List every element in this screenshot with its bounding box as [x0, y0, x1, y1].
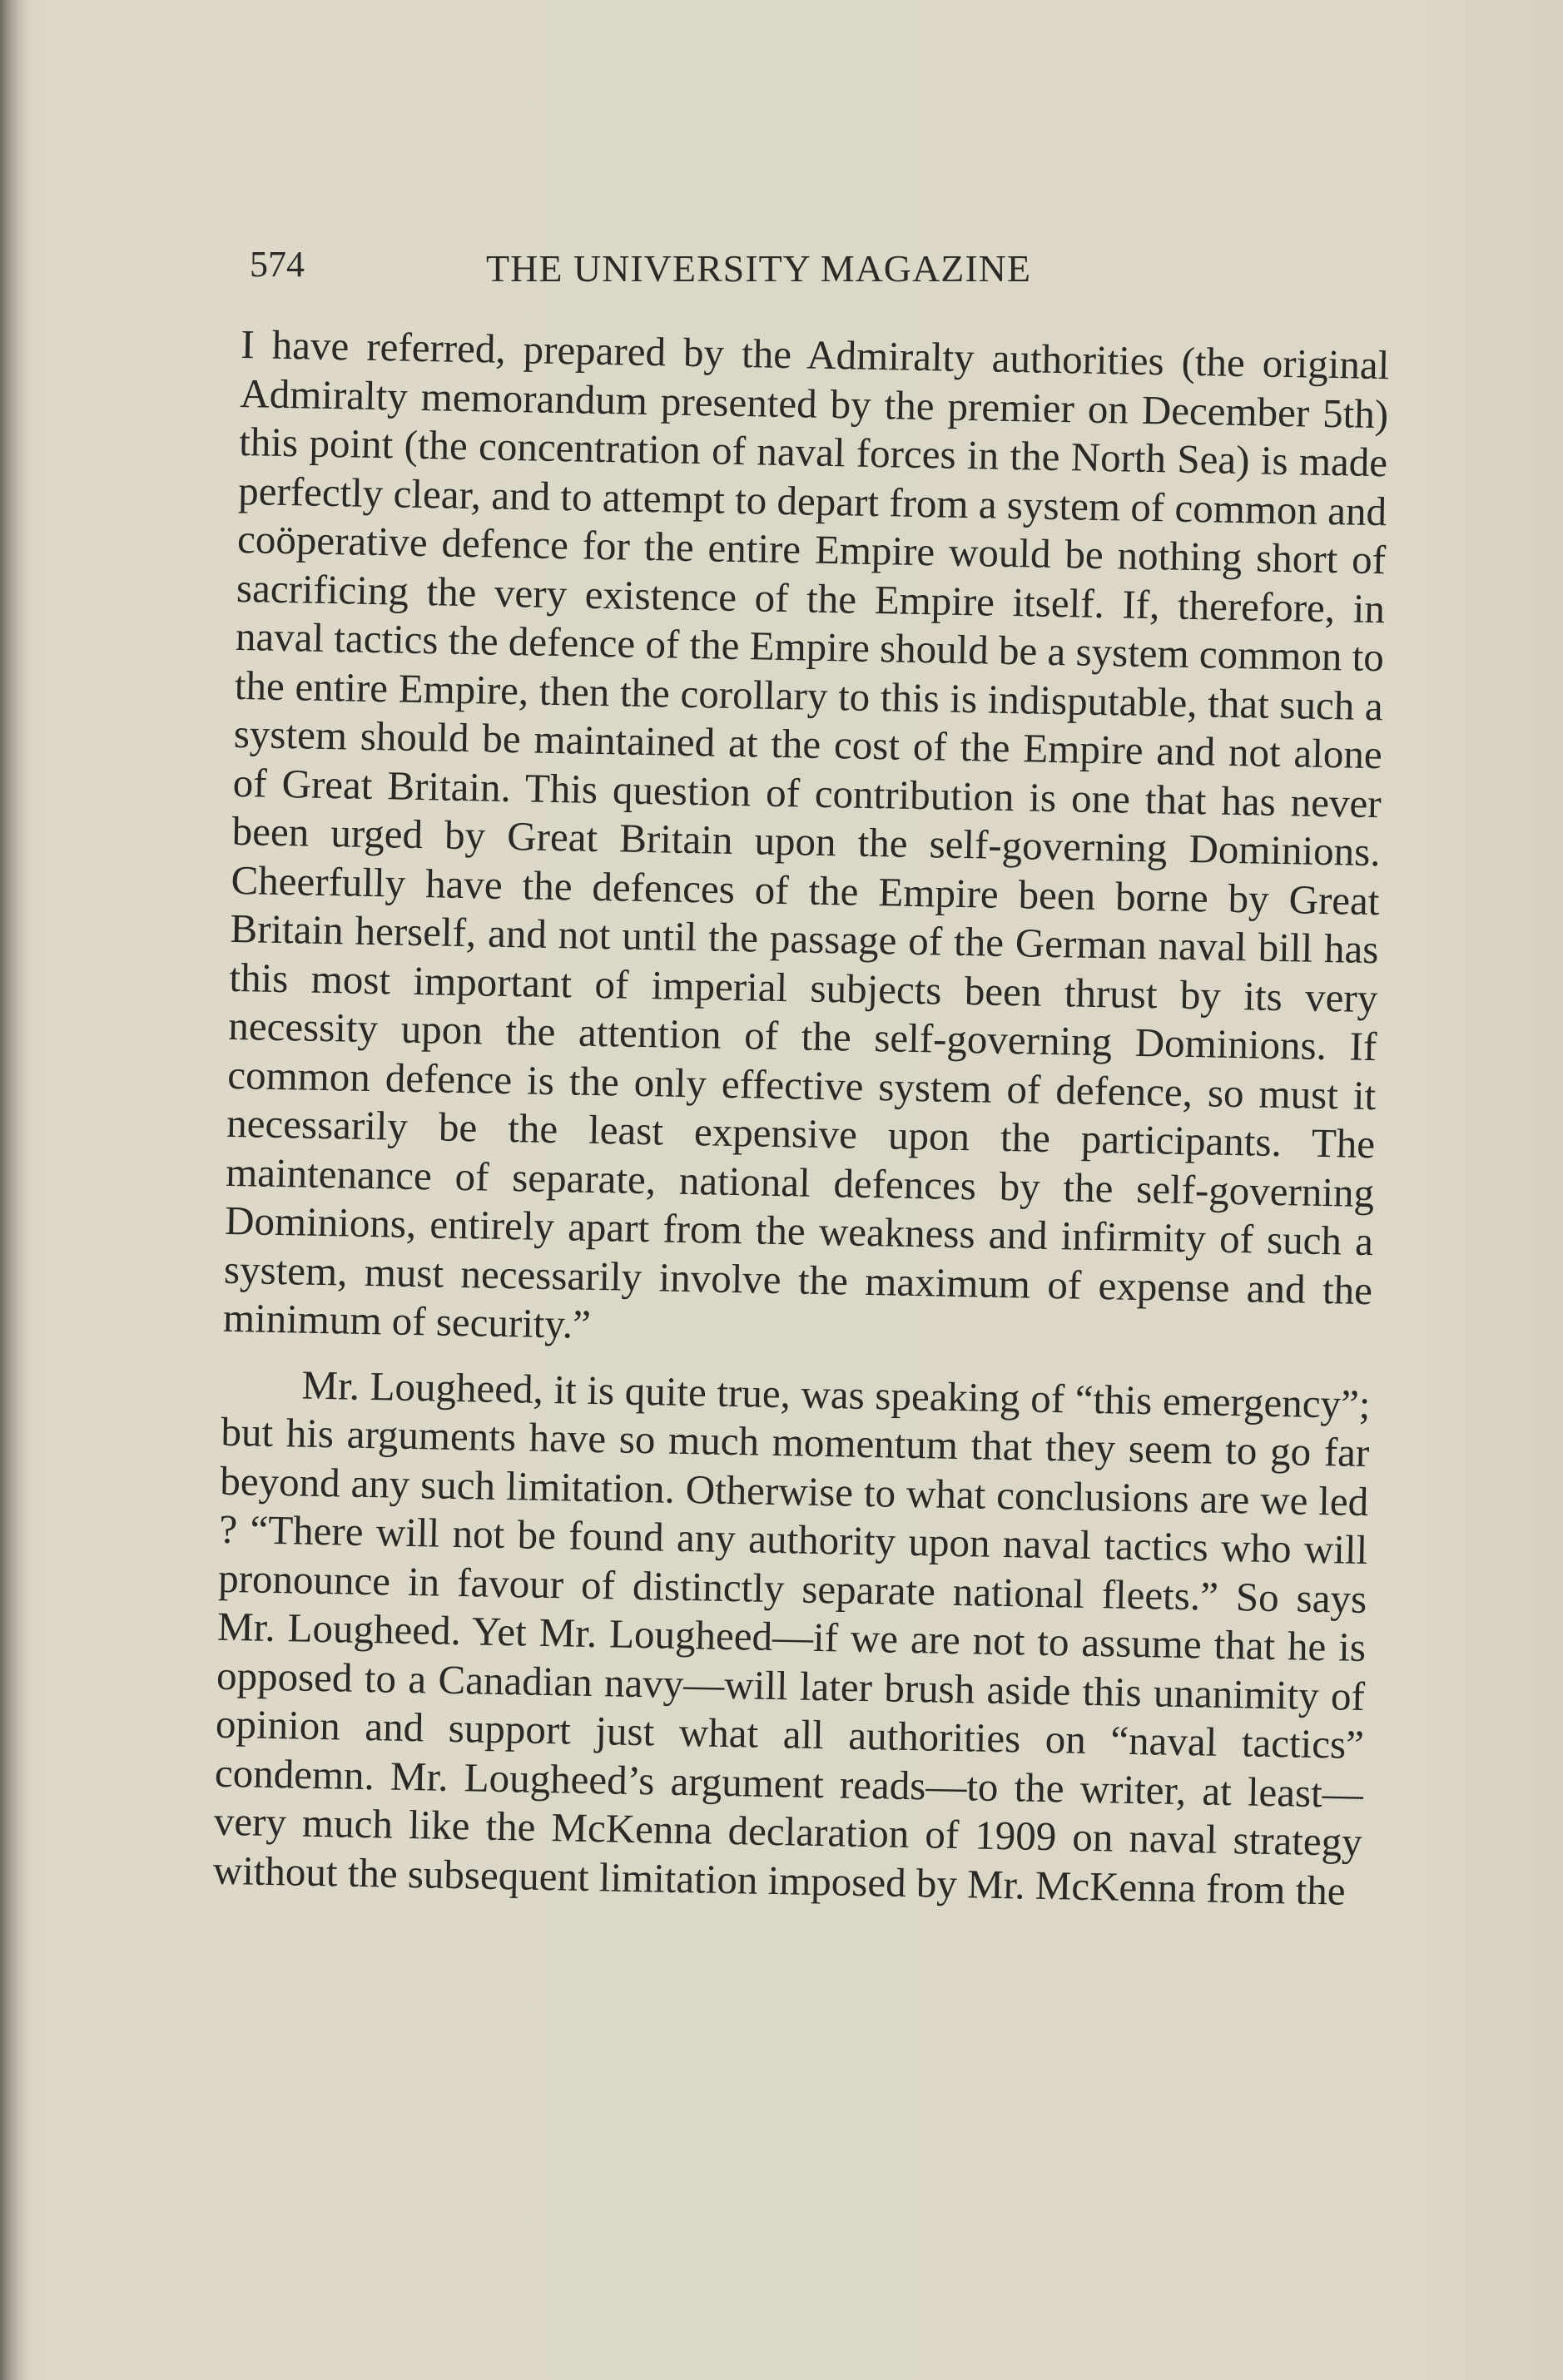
- paragraph-lougheed: Mr. Lougheed, it is quite true, was speaking of “this emergency”; but his arguments have so much momentum that they seem to go far beyond any such limitation. Otherwise to what conclusions are we led ? “There will not be found any authority upon naval tactics who will pronounce in favour of distinctly separate national fleets.” So says Mr. Lougheed. Yet Mr. Lougheed—if we are not to assume that he is opposed to a Canadian navy—will later brush aside this unanimity of opinion and support just what all authorities on “naval tactics” condemn. Mr. Lougheed’s argument reads—to the writer, at least—very much like the McKenna declaration of 1909 on naval strategy without the subsequent limitation imposed by Mr. McKenna from the: [212, 1361, 1371, 1914]
- body-text: [212, 320, 1389, 1916]
- page-number: 574: [250, 244, 305, 285]
- page-header: [250, 243, 1398, 293]
- running-head: THE UNIVERSITY MAGAZINE: [486, 247, 1031, 290]
- paragraph-continued: I have referred, prepared by the Admiralty authorities (the original Admiralty memorandum presented by the premier on December 5th) this point (the concentration of naval forces in the North Sea) is made perfectly clear, and to attempt to depart from a system of common and coöperative defence for the entire Empire would be nothing short of sacrificing the very existence of the Empire itself. If, therefore, in naval tactics the defence of the Empire should be a system common to the entire Empire, then the corollary to this is indisputable, that such a system should be maintained at the cost of the Empire and not alone of Great Britain. This question of contribution is one that has never been urged by Great Britain upon the self-governing Dominions. Cheerfully have the defences of the Empire been borne by Great Britain herself, and not until the passage of the German naval bill has this most important of imperial subjects been thrust by its very necessity upon the attention of the self-governing Dominions. If common defence is the only effective system of defence, so must it necessarily be the least expensive upon the participants. The maintenance of separate, national defences by the self-governing Dominions, entirely apart from the weakness and infirmity of such a system, must necessarily involve the maximum of expense and the minimum of security.”: [222, 320, 1390, 1347]
- page-spine-shadow: [0, 0, 28, 2380]
